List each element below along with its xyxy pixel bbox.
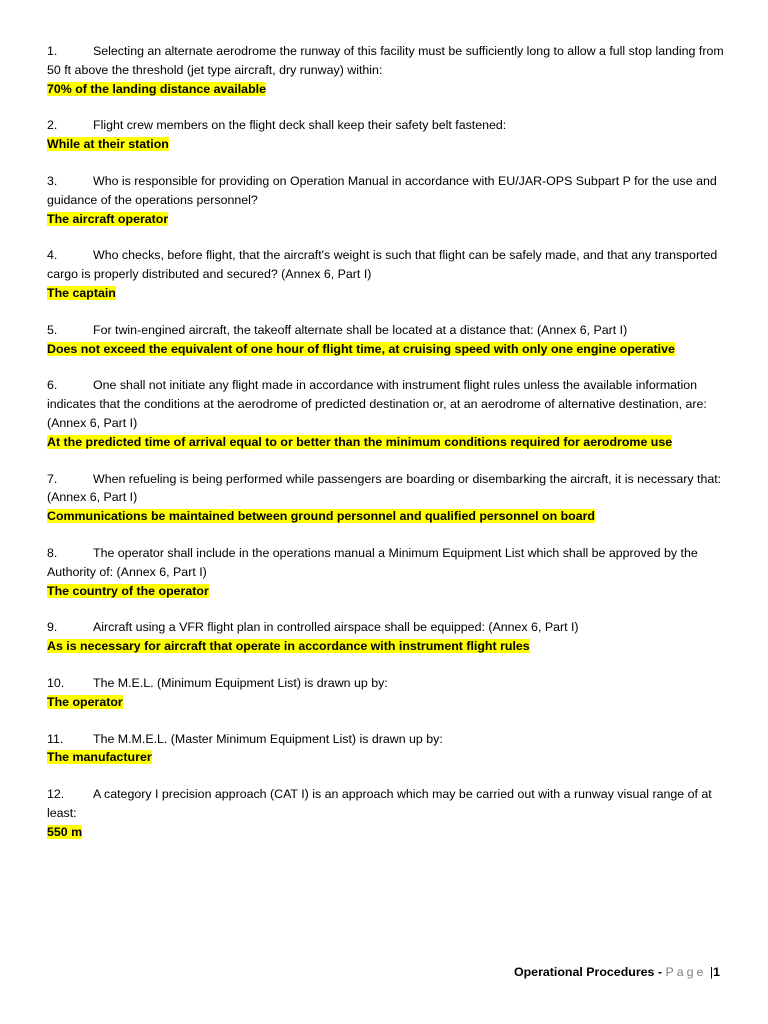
question-number: 9.	[47, 620, 58, 635]
question-item	[47, 246, 727, 302]
question-item	[47, 674, 727, 712]
question-item	[47, 116, 727, 154]
highlighted-answer: 550 m	[47, 824, 83, 839]
question-text: Flight crew members on the flight deck shall keep their safety belt fastened:	[93, 118, 507, 133]
question-item	[47, 785, 727, 841]
highlighted-answer: The operator	[47, 694, 123, 709]
question-text: A category I precision approach (CAT I) is an approach which may be carried out with a runway visual range of at least:	[47, 787, 712, 820]
question-number: 1.	[47, 44, 58, 58]
footer-separator: |	[709, 965, 714, 979]
question-number: 12.	[47, 787, 65, 802]
question-text: The operator shall include in the operations manual a Minimum Equipment List which shall be approved by the Authority of: (Annex 6, Part I)	[47, 545, 698, 579]
footer-page-label: Page	[665, 965, 707, 979]
highlighted-answer: The country of the operator	[47, 583, 209, 598]
highlighted-answer: While at their station	[47, 137, 169, 152]
highlighted-answer: The manufacturer	[47, 750, 152, 765]
question-item	[47, 544, 727, 600]
question-text: Who is responsible for providing on Operation Manual in accordance with EU/JAR-OPS Subpart P for the use and guidance of the operations personnel?	[47, 173, 717, 207]
question-number: 2.	[47, 118, 58, 133]
question-number: 8.	[47, 545, 58, 560]
question-item	[47, 618, 727, 656]
highlighted-answer: At the predicted time of arrival equal to or better than the minimum conditions required for aerodrome use	[47, 434, 673, 449]
question-item	[47, 376, 727, 451]
question-number: 11.	[47, 731, 64, 746]
question-number: 5.	[47, 322, 58, 337]
question-item	[47, 321, 727, 359]
highlighted-answer: Communications be maintained between ground personnel and qualified personnel on board	[47, 509, 595, 524]
question-item	[47, 42, 727, 98]
footer-title: Operational Procedures -	[513, 965, 663, 979]
question-text: One shall not initiate any flight made in accordance with instrument flight rules unless the available information indicates that the conditions at the aerodrome of predicted destination or, at an aerodrome of alternative destination, are: (Annex 6, Part I)	[47, 378, 707, 430]
question-item	[47, 470, 727, 526]
question-item	[47, 730, 727, 768]
highlighted-answer: 70% of the landing distance available	[47, 81, 266, 96]
highlighted-answer: As is necessary for aircraft that operate in accordance with instrument flight rules	[47, 639, 530, 654]
question-number: 10.	[47, 675, 65, 690]
question-text: Aircraft using a VFR flight plan in controlled airspace shall be equipped: (Annex 6, Part I)	[93, 620, 579, 635]
page-number: 1	[713, 965, 720, 979]
highlighted-answer: The aircraft operator	[47, 211, 169, 226]
question-number: 3.	[47, 173, 58, 188]
question-text: Who checks, before flight, that the aircraft's weight is such that flight can be safely made, and that any transported cargo is properly distributed and secured? (Annex 6, Part I)	[47, 248, 718, 282]
highlighted-answer: Does not exceed the equivalent of one hour of flight time, at cruising speed with only one engine operative	[47, 341, 675, 356]
question-item	[47, 172, 727, 228]
question-text: The M.M.E.L. (Master Minimum Equipment List) is drawn up by:	[93, 731, 443, 746]
question-text: Selecting an alternate aerodrome the runway of this facility must be sufficiently long to allow a full stop landing from 50 ft above the threshold (jet type aircraft, dry runway) within:	[47, 44, 724, 77]
question-number: 6.	[47, 378, 58, 393]
highlighted-answer: The captain	[47, 285, 116, 300]
question-number: 4.	[47, 248, 58, 263]
question-text: The M.E.L. (Minimum Equipment List) is drawn up by:	[93, 675, 388, 690]
question-text: For twin-engined aircraft, the takeoff alternate shall be located at a distance that: (Annex 6, Part I)	[93, 322, 628, 337]
page-footer	[514, 963, 720, 981]
question-list	[47, 42, 727, 860]
question-text: When refueling is being performed while passengers are boarding or disembarking the aircraft, it is necessary that: (Annex 6, Part I)	[47, 471, 722, 505]
question-number: 7.	[47, 471, 58, 486]
